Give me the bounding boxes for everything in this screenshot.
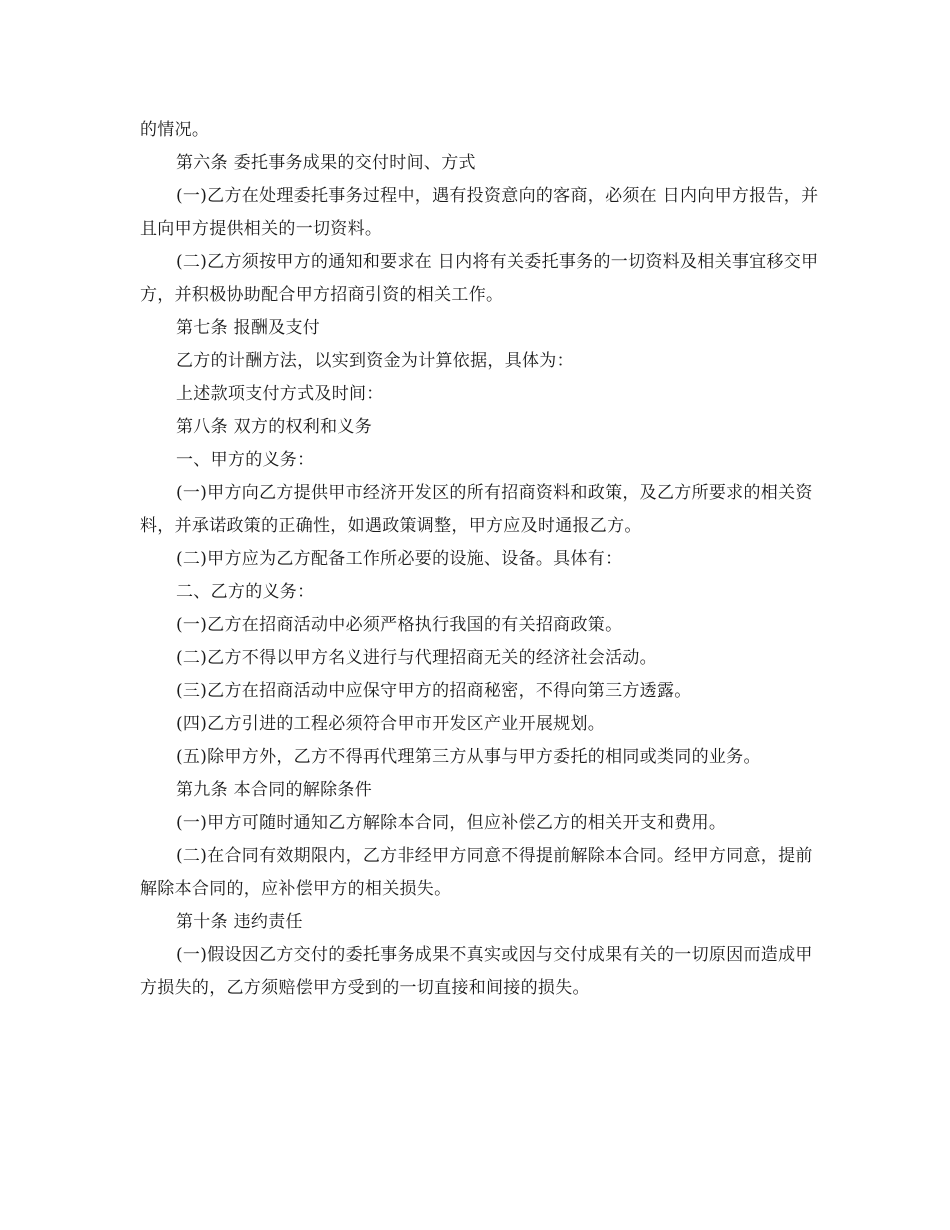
- article-7-heading: 第七条 报酬及支付: [176, 318, 321, 338]
- article-9-clause-1: (一)甲方可随时通知乙方解除本合同，但应补偿乙方的相关开支和费用。: [176, 813, 727, 833]
- article-7-payment-method: 乙方的计酬方法，以实到资金为计算依据，具体为：: [176, 351, 574, 371]
- article-6-clause-2: (二)乙方须按甲方的通知和要求在 日内将有关委托事务的一切资料及相关事宜移交甲方，并积极协助配合甲方招商引资的相关工作。: [140, 252, 819, 305]
- party-b-obligations-heading: 二、乙方的义务：: [176, 582, 315, 602]
- article-9-heading: 第九条 本合同的解除条件: [176, 780, 373, 800]
- article-7-payment-timing: 上述款项支付方式及时间：: [176, 384, 384, 404]
- document-body: [140, 114, 820, 1005]
- article-8-heading: 第八条 双方的权利和义务: [176, 417, 373, 437]
- article-6-clause-1: (一)乙方在处理委托事务过程中，遇有投资意向的客商，必须在 日内向甲方报告，并且向甲方提供相关的一切资料。: [140, 186, 819, 239]
- party-b-obligation-4: (四)乙方引进的工程必须符合甲市开发区产业开展规划。: [176, 714, 606, 734]
- article-9-clause-2: (二)在合同有效期限内，乙方非经甲方同意不得提前解除本合同。经甲方同意，提前解除本合同的，应补偿甲方的相关损失。: [140, 846, 813, 899]
- article-10-clause-1: (一)假设因乙方交付的委托事务成果不真实或因与交付成果有关的一切原因而造成甲方损失的，乙方须赔偿甲方受到的一切直接和间接的损失。: [140, 945, 813, 998]
- party-b-obligation-2: (二)乙方不得以甲方名义进行与代理招商无关的经济社会活动。: [176, 648, 657, 668]
- party-a-obligation-2: (二)甲方应为乙方配备工作所必要的设施、设备。具体有：: [176, 549, 623, 569]
- party-a-obligation-1: (一)甲方向乙方提供甲市经济开发区的所有招商资料和政策，及乙方所要求的相关资料，并承诺政策的正确性，如遇政策调整，甲方应及时通报乙方。: [140, 483, 813, 536]
- party-b-obligation-1: (一)乙方在招商活动中必须严格执行我国的有关招商政策。: [176, 615, 623, 635]
- party-b-obligation-3: (三)乙方在招商活动中应保守甲方的招商秘密，不得向第三方透露。: [176, 681, 692, 701]
- party-b-obligation-5: (五)除甲方外，乙方不得再代理第三方从事与甲方委托的相同或类同的业务。: [176, 747, 761, 767]
- paragraph-continuation: 的情况。: [140, 120, 210, 140]
- party-a-obligations-heading: 一、甲方的义务：: [176, 450, 315, 470]
- article-6-heading: 第六条 委托事务成果的交付时间、方式: [176, 153, 476, 173]
- article-10-heading: 第十条 违约责任: [176, 912, 303, 932]
